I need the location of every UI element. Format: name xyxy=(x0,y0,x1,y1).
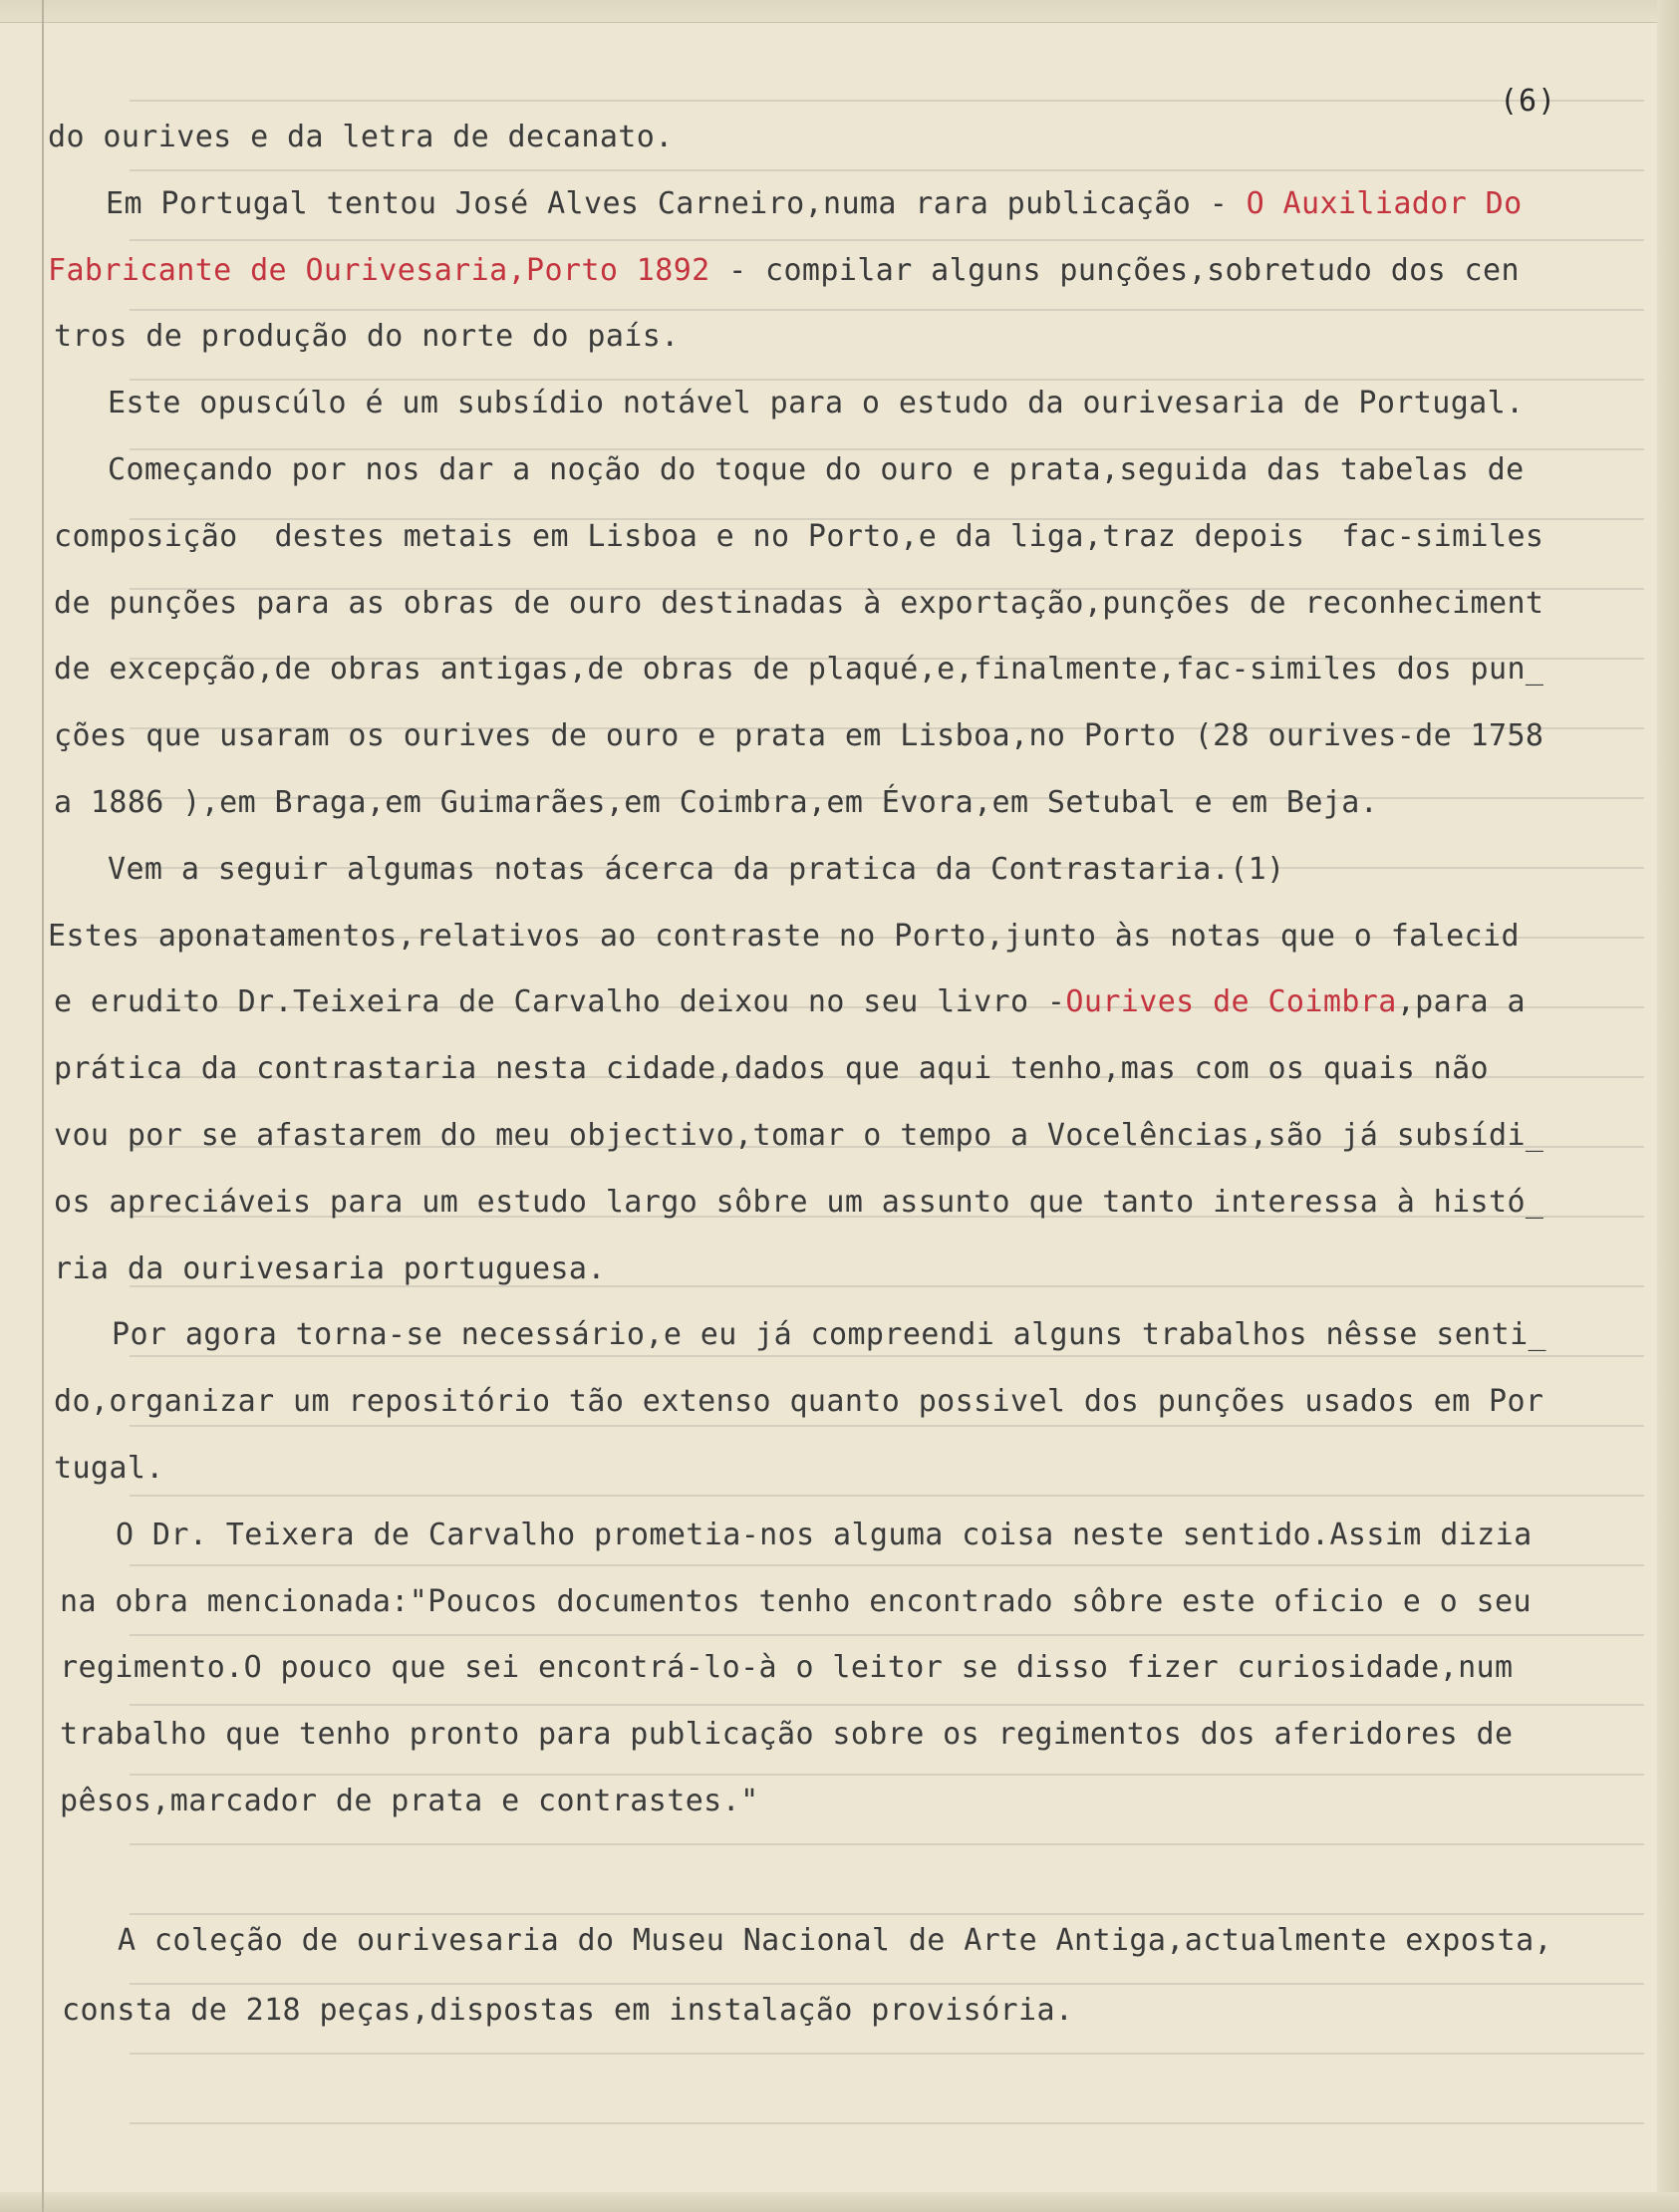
text-line: regimento.O pouco que sei encontrá-lo-à o leitor se disso fizer curiosidade,num xyxy=(60,1650,1514,1685)
text-line: pêsos,marcador de prata e contrastes." xyxy=(60,1784,759,1818)
text-line: Vem a seguir algumas notas ácerca da pratica da Contrastaria.(1) xyxy=(108,852,1285,887)
text-line: prática da contrastaria nesta cidade,dados que aqui tenho,mas com os quais não xyxy=(54,1051,1489,1086)
text-line: ria da ourivesaria portuguesa. xyxy=(54,1251,606,1286)
page-right-edge xyxy=(1657,0,1679,2212)
text-line: A coleção de ourivesaria do Museu Nacional de Arte Antiga,actualmente exposta, xyxy=(118,1923,1552,1958)
book-title: Ourives de Coimbra xyxy=(1065,984,1397,1019)
book-title: O Auxiliador Do xyxy=(1246,186,1523,221)
text-line: Começando por nos dar a noção do toque do ouro e prata,seguida das tabelas de xyxy=(108,452,1525,487)
text-line: do ourives e da letra de decanato. xyxy=(48,120,674,154)
text-line: na obra mencionada:"Poucos documentos tenho encontrado sôbre este oficio e o seu xyxy=(60,1584,1532,1619)
text-line: os apreciáveis para um estudo largo sôbre um assunto que tanto interessa à histó_ xyxy=(54,1185,1544,1220)
text-line: vou por se afastarem do meu objectivo,tomar o tempo a Vocelências,são já subsídi_ xyxy=(54,1118,1544,1153)
text-line: tugal. xyxy=(54,1451,164,1486)
text-line: do,organizar um repositório tão extenso quanto possivel dos punções usados em Por xyxy=(54,1384,1544,1419)
margin-rule xyxy=(42,0,44,2212)
text-line: Por agora torna-se necessário,e eu já compreendi alguns trabalhos nêsse senti_ xyxy=(112,1317,1546,1352)
page-number: (6) xyxy=(1500,84,1557,119)
text-line: Este opuscúlo é um subsídio notável para o estudo da ourivesaria de Portugal. xyxy=(108,386,1525,420)
text-line: Fabricante de Ourivesaria,Porto 1892 - compilar alguns punções,sobretudo dos cen xyxy=(48,253,1520,288)
text-line: ções que usaram os ourives de ouro e prata em Lisboa,no Porto (28 ourives-de 1758 xyxy=(54,718,1544,753)
text-line: a 1886 ),em Braga,em Guimarães,em Coimbra,em Évora,em Setubal e em Beja. xyxy=(54,785,1379,820)
text-line: consta de 218 peças,dispostas em instalação provisória. xyxy=(62,1993,1074,2028)
page-bottom-edge xyxy=(0,2192,1679,2212)
text-line: de excepção,de obras antigas,de obras de plaqué,e,finalmente,fac-similes dos pun_ xyxy=(54,652,1544,687)
text-line: Em Portugal tentou José Alves Carneiro,numa rara publicação - O Auxiliador Do xyxy=(106,186,1523,221)
text-line: composição destes metais em Lisboa e no Porto,e da liga,traz depois fac-similes xyxy=(54,519,1544,554)
text-line: e erudito Dr.Teixeira de Carvalho deixou no seu livro -Ourives de Coimbra,para a xyxy=(54,984,1526,1019)
book-title-continued: Fabricante de Ourivesaria,Porto 1892 xyxy=(48,253,710,288)
text-line: de punções para as obras de ouro destinadas à exportação,punções de reconheciment xyxy=(54,586,1544,621)
text-line: Estes aponatamentos,relativos ao contraste no Porto,junto às notas que o falecid xyxy=(48,919,1520,954)
text-line: O Dr. Teixera de Carvalho prometia-nos alguma coisa neste sentido.Assim dizia xyxy=(116,1518,1533,1552)
text-line: tros de produção do norte do país. xyxy=(54,319,680,354)
page-top-edge xyxy=(0,0,1679,23)
text-line: trabalho que tenho pronto para publicação sobre os regimentos dos aferidores de xyxy=(60,1717,1514,1752)
